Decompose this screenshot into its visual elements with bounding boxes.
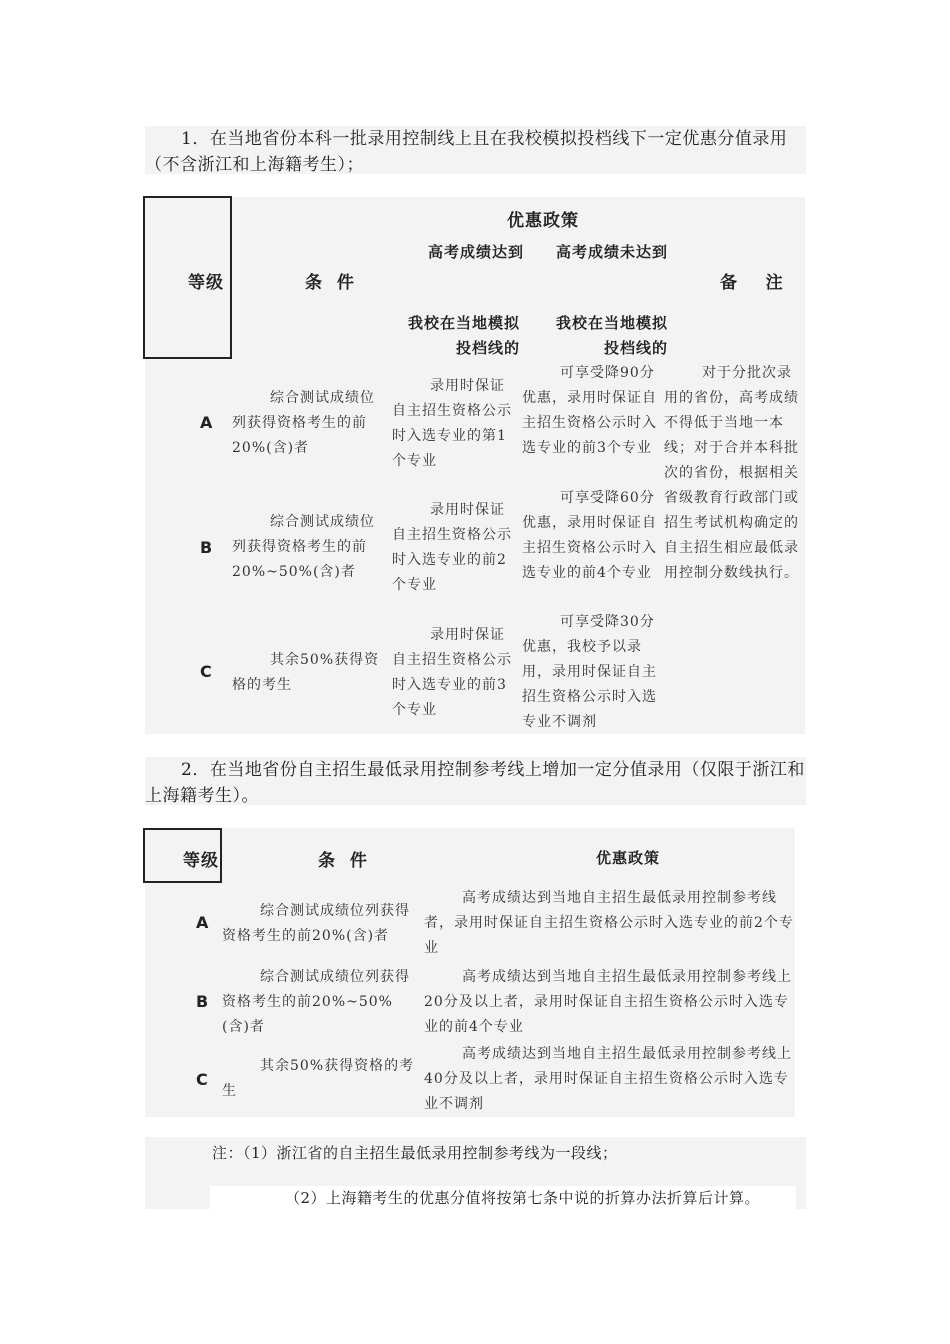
table2-row-a-condition: 综合测试成绩位列获得资格考生的前20%(含)者 (222, 903, 410, 944)
table1-row-b-grade: B (200, 538, 213, 557)
table1-grade-header: 等级 (188, 273, 224, 293)
table1-row-a-notreach: 可享受降90分优惠，录用时保证自主招生资格公示时入选专业的前3个专业 (522, 365, 657, 456)
table1-remark-header: 备 注 (720, 273, 784, 293)
table1-notreach-subheader: 我校在当地模拟投档线的 (555, 314, 668, 357)
table2-row-c-grade: C (196, 1070, 208, 1089)
table2-row-a-grade: A (196, 913, 209, 932)
table2-row-b-policy: 高考成绩达到当地自主招生最低录用控制参考线上20分及以上者，录用时保证自主招生资格公示时入选专业的前4个专业 (424, 969, 792, 1035)
table2-grade-header: 等级 (183, 851, 219, 871)
table2-row-c-condition: 其余50%获得资格的考生 (222, 1058, 415, 1099)
table2-row-b-condition: 综合测试成绩位列获得资格考生的前20%~50%(含)者 (222, 969, 410, 1035)
table1-row-b-condition: 综合测试成绩位列获得资格考生的前20%~50%(含)者 (232, 514, 375, 580)
table1-condition-header: 条 件 (305, 273, 355, 293)
table1-row-b-reach: 录用时保证自主招生资格公示时入选专业的前2个专业 (392, 502, 512, 593)
section2-intro: 2．在当地省份自主招生最低录用控制参考线上增加一定分值录用（仅限于浙江和上海籍考生）。 (145, 757, 806, 805)
table2-condition-header: 条 件 (318, 851, 368, 871)
table2-row-c-policy: 高考成绩达到当地自主招生最低录用控制参考线上40分及以上者，录用时保证自主招生资格公示时入选专业不调剂 (424, 1046, 792, 1112)
table1-remark: 对于分批次录用的省份，高考成绩不得低于当地一本线；对于合并本科批次的省份，根据相关省级教育行政部门或招生考试机构确定的自主招生相应最低录用控制分数线执行。 (664, 365, 799, 581)
table1-row-b-notreach: 可享受降60分优惠，录用时保证自主招生资格公示时入选专业的前4个专业 (522, 490, 657, 581)
table1-policy-header: 优惠政策 (507, 211, 579, 231)
table1-row-a-reach: 录用时保证自主招生资格公示时入选专业的第1个专业 (392, 378, 512, 469)
table2-row-b-grade: B (196, 992, 209, 1011)
table1-notreach-header: 高考成绩未达到 (556, 243, 669, 261)
table1-row-a-condition: 综合测试成绩位列获得资格考生的前20%(含)者 (232, 390, 375, 456)
table2-policy-header: 优惠政策 (596, 849, 661, 867)
table1-row-a-grade: A (200, 413, 213, 432)
table1-row-c-condition: 其余50%获得资格的考生 (232, 652, 380, 693)
table2-row-a-policy: 高考成绩达到当地自主招生最低录用控制参考线者，录用时保证自主招生资格公示时入选专业的前2个专业 (424, 890, 794, 956)
table1-reach-header: 高考成绩达到 (428, 243, 525, 261)
note-1: 注：（1）浙江省的自主招生最低录用控制参考线为一段线； (212, 1144, 618, 1162)
table1-reach-subheader: 我校在当地模拟投档线的 (407, 314, 520, 357)
note-2: （2）上海籍考生的优惠分值将按第七条中说的折算办法折算后计算。 (285, 1189, 761, 1207)
section1-intro: 1．在当地省份本科一批录用控制线上且在我校模拟投档线下一定优惠分值录用（不含浙江和上海籍考生）； (145, 126, 806, 174)
table1-row-c-notreach: 可享受降30分优惠，我校予以录用，录用时保证自主招生资格公示时入选专业不调剂 (522, 614, 657, 730)
table1-row-c-reach: 录用时保证自主招生资格公示时入选专业的前3个专业 (392, 627, 512, 718)
table1-row-c-grade: C (200, 662, 212, 681)
